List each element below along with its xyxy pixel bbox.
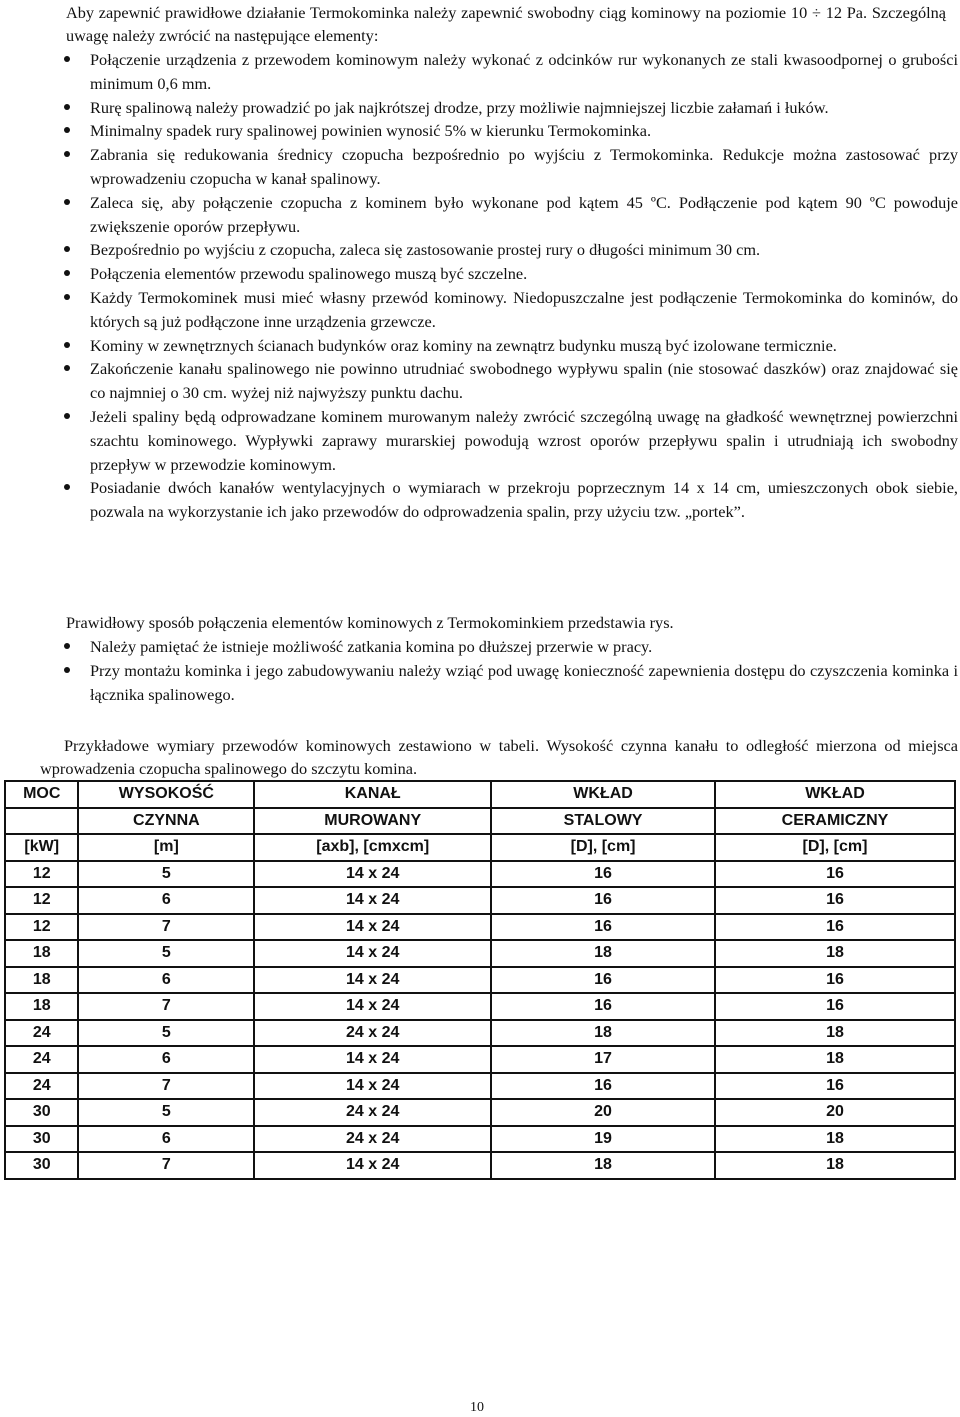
table-cell: 14 x 24: [254, 967, 491, 994]
bullet-icon: [64, 413, 70, 419]
table-cell: 14 x 24: [254, 993, 491, 1020]
table-cell: 18: [715, 1046, 955, 1073]
requirement-text: Każdy Termokominek musi mieć własny przewód kominowy. Niedopuszczalne jest podłączenie Termokominka do kominów, do których są już podłączone inne urządzenia grzewcze.: [90, 287, 958, 331]
table-header-cell: CZYNNA: [78, 808, 254, 835]
table-cell: 24: [5, 1073, 78, 1100]
table-row: [5, 861, 955, 888]
requirement-text: Posiadanie dwóch kanałów wentylacyjnych o wymiarach w przekroju poprzecznym 14 x 14 cm, umieszczonych obok siebie, pozwala na wykorzystanie ich jako przewodów do odprowadzenia spalin, przy użyciu tzw. „portek”.: [90, 478, 958, 522]
list-item: [64, 286, 958, 334]
table-intro-paragraph: Przykładowe wymiary przewodów kominowych zestawiono w tabeli. Wysokość czynna kanału to odległość mierzona od miejsca wprowadzenia czopucha spalinowego do szczytu komina.: [40, 736, 958, 778]
extra-notes-list: [64, 635, 958, 706]
table-header-cell: STALOWY: [491, 808, 715, 835]
table-cell: 24 x 24: [254, 1126, 491, 1153]
list-item: [64, 191, 958, 239]
bullet-icon: [64, 104, 70, 110]
table-header-cell: [kW]: [5, 834, 78, 861]
table-header-cell: CERAMICZNY: [715, 808, 955, 835]
requirement-text: Połączenia elementów przewodu spalinowego muszą być szczelne.: [90, 264, 528, 284]
table-cell: 17: [491, 1046, 715, 1073]
table-cell: 14 x 24: [254, 914, 491, 941]
table-cell: 18: [715, 1152, 955, 1179]
table-cell: 14 x 24: [254, 861, 491, 888]
requirement-text: Jeżeli spaliny będą odprowadzane kominem murowanym należy zwrócić szczególną uwagę na gładkość wewnętrznej powierzchni szachtu kominowego. Wypływki zaprawy murarskiej powodują wzrost oporów przepływu spalin i utrudniają ich swobodny przepływ w przewodzie kominowym.: [90, 406, 958, 474]
list-item: [64, 119, 958, 143]
table-cell: 30: [5, 1152, 78, 1179]
table-cell: 18: [491, 1152, 715, 1179]
table-cell: 18: [715, 1020, 955, 1047]
table-cell: 18: [715, 1126, 955, 1153]
table-row: [5, 1099, 955, 1126]
requirement-text: Minimalny spadek rury spalinowej powinien wynosić 5% w kierunku Termokominka.: [90, 121, 652, 141]
table-cell: 14 x 24: [254, 1073, 491, 1100]
list-item: [64, 48, 958, 96]
table-cell: 7: [78, 914, 254, 941]
table-cell: 12: [5, 887, 78, 914]
table-cell: 14 x 24: [254, 887, 491, 914]
bullet-icon: [64, 667, 70, 673]
table-cell: 14 x 24: [254, 1152, 491, 1179]
table-cell: 6: [78, 967, 254, 994]
table-row: [5, 1126, 955, 1153]
table-row: [5, 1046, 955, 1073]
bullet-icon: [64, 365, 70, 371]
table-cell: 16: [715, 993, 955, 1020]
requirement-text: Połączenie urządzenia z przewodem kominowym należy wykonać z odcinków rur wykonanych ze stali kwasoodpornej o grubości minimum 0,6 mm.: [90, 50, 958, 93]
bullet-icon: [64, 246, 70, 252]
table-header-row: [5, 808, 955, 835]
table-header-cell: KANAŁ: [254, 781, 491, 808]
table-cell: 5: [78, 1020, 254, 1047]
table-header-cell: [D], [cm]: [491, 834, 715, 861]
table-cell: 16: [715, 861, 955, 888]
table-cell: 16: [491, 1073, 715, 1100]
list-item: [64, 405, 958, 476]
bullet-icon: [64, 199, 70, 205]
table-cell: 5: [78, 861, 254, 888]
requirement-text: Zabrania się redukowania średnicy czopucha bezpośrednio po wyjściu z Termokominka. Redukcje można zastosować przy wprowadzeniu czopucha w kanał spalinowy.: [90, 145, 958, 188]
list-item: [64, 238, 958, 262]
requirements-list: [64, 48, 958, 524]
chimney-dimensions-table: [4, 780, 956, 1180]
table-cell: 16: [715, 967, 955, 994]
table-cell: 18: [5, 967, 78, 994]
table-header-cell: MUROWANY: [254, 808, 491, 835]
bullet-icon: [64, 294, 70, 300]
table-cell: 24 x 24: [254, 1020, 491, 1047]
list-item: [64, 96, 958, 120]
table-cell: 16: [491, 861, 715, 888]
table-row: [5, 940, 955, 967]
table-cell: 14 x 24: [254, 1046, 491, 1073]
bullet-icon: [64, 127, 70, 133]
table-header-cell: [m]: [78, 834, 254, 861]
table-cell: 14 x 24: [254, 940, 491, 967]
bullet-icon: [64, 484, 70, 490]
table-row: [5, 993, 955, 1020]
table-header-cell: [5, 808, 78, 835]
table-cell: 18: [491, 1020, 715, 1047]
table-cell: 16: [491, 887, 715, 914]
table-cell: 20: [715, 1099, 955, 1126]
table-cell: 12: [5, 861, 78, 888]
table-cell: 24 x 24: [254, 1099, 491, 1126]
table-row: [5, 887, 955, 914]
bullet-icon: [64, 151, 70, 157]
table-cell: 18: [715, 940, 955, 967]
requirement-text: Rurę spalinową należy prowadzić po jak najkrótszej drodze, przy możliwie najmniejszej liczbie załamań i łuków.: [90, 97, 829, 117]
table-cell: 7: [78, 1073, 254, 1100]
table-cell: 6: [78, 887, 254, 914]
bullet-icon: [64, 342, 70, 348]
table-cell: 19: [491, 1126, 715, 1153]
requirement-text: Kominy w zewnętrznych ścianach budynków oraz kominy na zewnątrz budynku muszą być izolowane termicznie.: [90, 335, 837, 355]
intro-paragraph: Aby zapewnić prawidłowe działanie Termokominka należy zapewnić swobodny ciąg kominowy na poziomie 10 ÷ 12 Pa. Szczególną uwagę należy zwrócić na następujące elementy:: [66, 3, 946, 45]
page-number: 10: [470, 1400, 484, 1415]
table-cell: 20: [491, 1099, 715, 1126]
table-cell: 18: [5, 940, 78, 967]
list-item: [64, 262, 958, 286]
note-text: Przy montażu kominka i jego zabudowywaniu należy wziąć pod uwagę konieczność zapewnienia dostępu do czyszczenia kominka i łącznika spalinowego.: [90, 660, 958, 704]
table-row: [5, 1152, 955, 1179]
table-cell: 7: [78, 993, 254, 1020]
table-cell: 5: [78, 940, 254, 967]
table-cell: 12: [5, 914, 78, 941]
list-item: [64, 476, 958, 524]
table-cell: 16: [715, 914, 955, 941]
list-item: [64, 334, 958, 358]
requirement-text: Zakończenie kanału spalinowego nie powinno utrudniać swobodnego wypływu spalin (nie stosować daszków) oraz znajdować się co najmniej o 30 cm. wyżej niż najwyższy punktu dachu.: [90, 359, 958, 403]
list-item: [64, 659, 958, 707]
table-cell: 24: [5, 1020, 78, 1047]
list-item: [64, 357, 958, 405]
summary-paragraph: Prawidłowy sposób połączenia elementów kominowych z Termokominkiem przedstawia rys.: [66, 613, 674, 632]
table-cell: 6: [78, 1046, 254, 1073]
table-cell: 30: [5, 1099, 78, 1126]
table-cell: 16: [491, 967, 715, 994]
table-cell: 16: [491, 914, 715, 941]
table-row: [5, 1073, 955, 1100]
table-header-cell: WKŁAD: [715, 781, 955, 808]
table-cell: 30: [5, 1126, 78, 1153]
bullet-icon: [64, 56, 70, 62]
bullet-icon: [64, 270, 70, 276]
list-item: [64, 635, 958, 659]
table-header-cell: MOC: [5, 781, 78, 808]
table-cell: 6: [78, 1126, 254, 1153]
table-cell: 16: [715, 1073, 955, 1100]
table-cell: 24: [5, 1046, 78, 1073]
table-cell: 18: [5, 993, 78, 1020]
requirement-text: Bezpośrednio po wyjściu z czopucha, zaleca się zastosowanie prostej rury o długości minimum 30 cm.: [90, 240, 761, 260]
table-header-row: [5, 781, 955, 808]
requirement-text: Zaleca się, aby połączenie czopucha z kominem było wykonane pod kątem 45 ºC. Podłączenie pod kątem 90 ºC powoduje zwiększenie oporów przepływu.: [90, 192, 958, 236]
table-header-cell: [axb], [cmxcm]: [254, 834, 491, 861]
table-row: [5, 914, 955, 941]
table-row: [5, 967, 955, 994]
bullet-icon: [64, 643, 70, 649]
list-item: [64, 143, 958, 191]
table-units-row: [5, 834, 955, 861]
table-row: [5, 1020, 955, 1047]
table-cell: 18: [491, 940, 715, 967]
table-header-cell: WKŁAD: [491, 781, 715, 808]
table-cell: 16: [715, 887, 955, 914]
table-cell: 7: [78, 1152, 254, 1179]
table-header-cell: [D], [cm]: [715, 834, 955, 861]
note-text: Należy pamiętać że istnieje możliwość zatkania komina po dłuższej przerwie w pracy.: [90, 637, 653, 656]
table-cell: 5: [78, 1099, 254, 1126]
table-header-cell: WYSOKOŚĆ: [78, 781, 254, 808]
table-cell: 16: [491, 993, 715, 1020]
